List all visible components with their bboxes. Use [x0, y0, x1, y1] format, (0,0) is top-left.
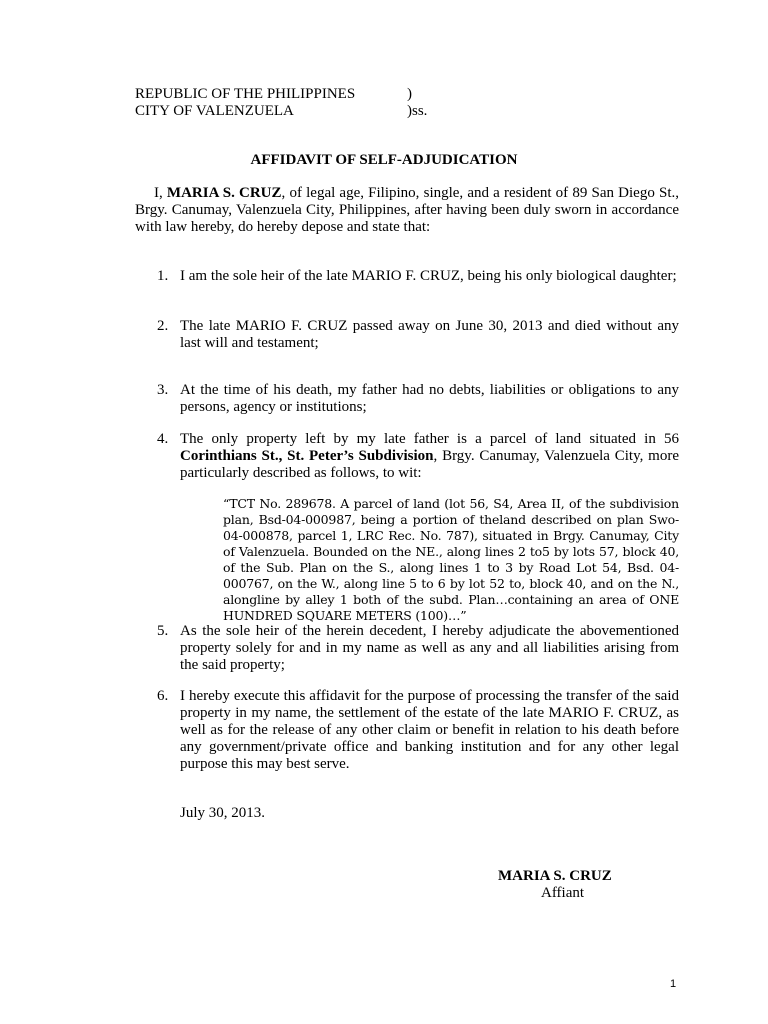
signature-label: Affiant	[541, 885, 585, 901]
venue-city: CITY OF VALENZUELA	[135, 103, 294, 119]
signature-name: MARIA S. CRUZ	[498, 868, 612, 884]
intro-text: , of legal age, Filipino, single, and a resident of 89 San Diego St., Brgy. Canumay, Valenzuela City, Philippines, after having been duly sworn in accordance with law hereby, do hereby depose and state that:	[135, 185, 680, 235]
intro-paragraph	[135, 185, 679, 236]
property-description-quote: “TCT No. 289678. A parcel of land (lot 56, S4, Area II, of the subdivision plan, Bsd-04-000987, being a portion of theland described on plan Swo-04-000878, parcel 1, LRC Rec. No. 787), situated in Brgy. Canumay, City of Valenzuela. Bounded on the NE., along lines 2 to5 by lots 57, block 40, of the Sub. Plan on the S., along lines 1 to 3 by Road Lot 54, Bsd. 04-000767, on the W., along line 5 to 6 by lot 52 to, block 40, and on the N., alongline by alley 1 both of the subd. Plan…containing an area of ONE HUNDRED SQUARE METERS (100)…”	[223, 496, 679, 623]
list-item-number: 3.	[157, 382, 169, 398]
item-4-text-after: , Brgy. Canumay, Valenzuela City, more particularly described as follows, to wit:	[180, 448, 679, 481]
list-item-text: The late MARIO F. CRUZ passed away on June 30, 2013 and died without any last will and testament;	[180, 318, 679, 351]
list-item	[157, 623, 679, 674]
list-item	[157, 688, 679, 773]
venue-country: REPUBLIC OF THE PHILIPPINES	[135, 86, 356, 102]
list-item-number: 5.	[157, 623, 169, 639]
item-4-text-before: The only property left by my late father is a parcel of land situated in 56	[180, 431, 679, 447]
list-item	[157, 268, 679, 285]
list-item-number: 2.	[157, 318, 169, 334]
list-item-number: 4.	[157, 431, 169, 447]
affiant-name-inline: MARIA S. CRUZ	[166, 185, 282, 201]
list-item-number: 1.	[157, 268, 169, 284]
document-title: AFFIDAVIT OF SELF-ADJUDICATION	[250, 152, 518, 168]
list-item	[157, 382, 679, 416]
list-item-text	[180, 431, 679, 482]
list-item	[157, 431, 679, 482]
venue-bracket-1: )	[407, 86, 412, 102]
list-item-text: I hereby execute this affidavit for the purpose of processing the transfer of the said property in my name, the settlement of the estate of the late MARIO F. CRUZ, as well as for the release of any other claim or benefit in relation to his death before any government/private office and banking institution and for any other legal purpose this may best serve.	[180, 688, 679, 772]
property-address: Corinthians St., St. Peter’s Subdivision	[180, 448, 434, 464]
page-number: 1	[670, 978, 677, 990]
venue-header	[135, 86, 428, 120]
list-item-text: At the time of his death, my father had no debts, liabilities or obligations to any persons, agency or institutions;	[180, 382, 679, 415]
list-item-number: 6.	[157, 688, 169, 704]
intro-prefix: I,	[154, 185, 167, 201]
list-item-text: As the sole heir of the herein decedent, I hereby adjudicate the abovementioned property solely for and in my name as well as any and all liabilities arising from the said property;	[180, 623, 679, 673]
list-item	[157, 318, 679, 352]
list-item-text: I am the sole heir of the late MARIO F. CRUZ, being his only biological daughter;	[180, 268, 677, 284]
execution-date: July 30, 2013.	[180, 805, 266, 821]
venue-bracket-ss: )ss.	[407, 103, 428, 119]
